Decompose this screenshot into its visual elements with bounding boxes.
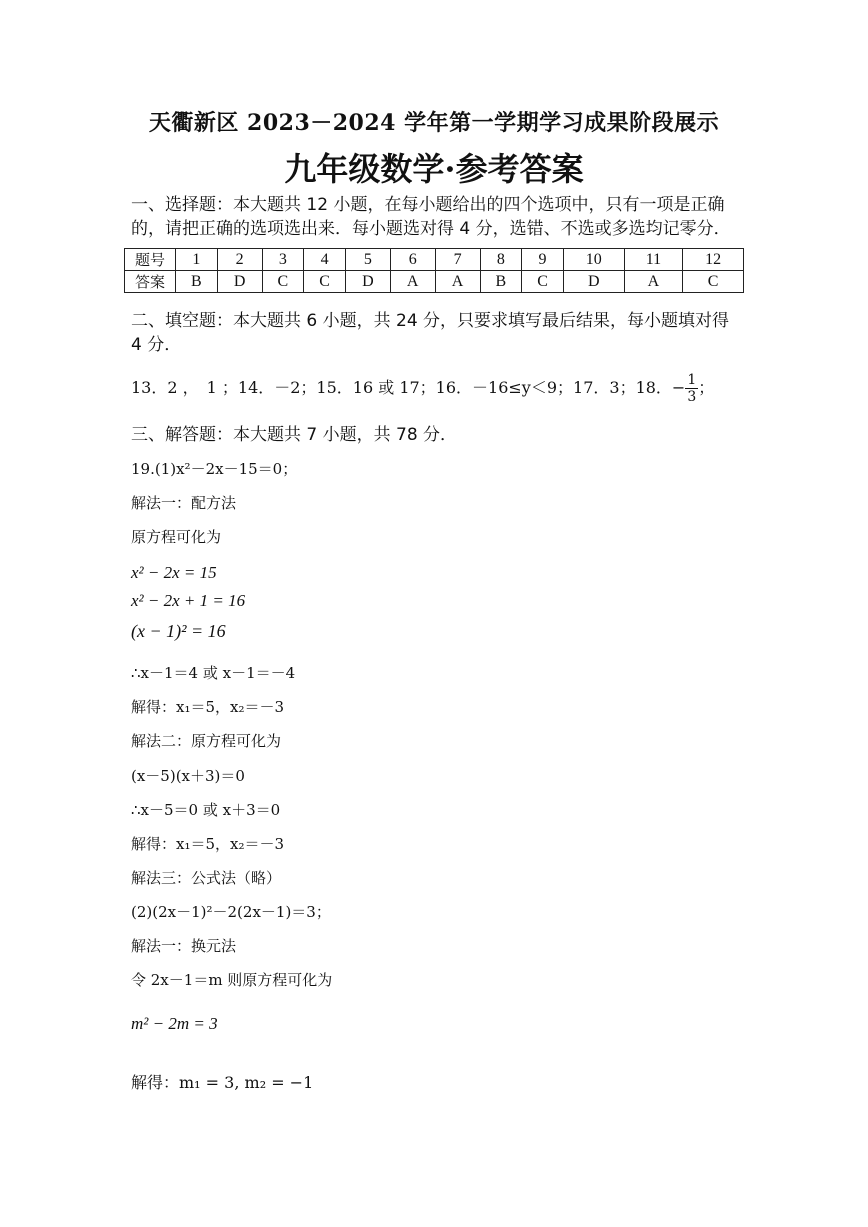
solution-line: 解得：x₁＝5，x₂＝－3 xyxy=(131,835,285,853)
fill-in-answers-text: 13．2 ， 1 ；14．－2；15．16 或 17；16．－16≤y＜9；17．3；18．− xyxy=(131,378,686,397)
table-cell: A xyxy=(435,271,480,293)
solution-line: ∴x－1＝4 或 x－1＝－4 xyxy=(131,664,296,682)
solution-line: 解法一：换元法 xyxy=(131,937,237,955)
table-cell: C xyxy=(304,271,346,293)
table-cell: C xyxy=(522,271,564,293)
solution-line: 解法一：配方法 xyxy=(131,494,237,512)
table-row-numbers xyxy=(125,249,744,271)
table-cell: B xyxy=(176,271,218,293)
fill-in-answers-tail: ； xyxy=(698,378,715,397)
section3-intro: 三、解答题：本大题共 7 小题，共 78 分． xyxy=(131,425,458,445)
table-cell: A xyxy=(390,271,435,293)
solution-line: 原方程可化为 xyxy=(131,528,222,546)
table-cell: 4 xyxy=(304,249,346,271)
fraction-denominator: 3 xyxy=(687,389,697,405)
answer-table xyxy=(124,248,744,293)
section1-intro: 一、选择题：本大题共 12 小题，在每小题给出的四个选项中，只有一项是正确的，请把正确的选项选出来．每小题选对得 4 分，选错、不选或多选均记零分． xyxy=(131,195,731,239)
table-cell: 10 xyxy=(563,249,624,271)
section2-intro: 二、填空题：本大题共 6 小题，共 24 分，只要求填写最后结果，每小题填对得 4 分． xyxy=(131,311,730,355)
solution-line: 令 2x－1＝m 则原方程可化为 xyxy=(131,971,333,989)
table-cell: 12 xyxy=(683,249,744,271)
table-cell: D xyxy=(563,271,624,293)
solution-line: (2)(2x－1)²－2(2x－1)＝3； xyxy=(131,903,331,921)
table-cell: C xyxy=(683,271,744,293)
table-cell: C xyxy=(262,271,304,293)
equation-line: m² − 2m = 3 xyxy=(131,1014,218,1033)
fill-in-answers xyxy=(131,372,714,405)
fraction-one-third xyxy=(685,372,698,405)
table-cell: 8 xyxy=(480,249,522,271)
table-cell: 3 xyxy=(262,249,304,271)
fraction-numerator: 1 xyxy=(687,372,697,388)
table-cell: B xyxy=(480,271,522,293)
solution-line: (x－5)(x＋3)＝0 xyxy=(131,767,245,785)
table-cell: D xyxy=(345,271,390,293)
row-label-answer: 答案 xyxy=(125,271,176,293)
table-cell: D xyxy=(217,271,262,293)
equation-line: x² − 2x = 15 xyxy=(131,563,217,582)
solution-line: 解法二：原方程可化为 xyxy=(131,732,282,750)
table-cell: 1 xyxy=(176,249,218,271)
table-row-answers xyxy=(125,271,744,293)
equation-line: x² − 2x + 1 = 16 xyxy=(131,591,246,610)
table-cell: 6 xyxy=(390,249,435,271)
table-cell: A xyxy=(624,271,683,293)
document-subtitle: 九年级数学·参考答案 xyxy=(284,150,584,188)
solution-line: ∴x－5＝0 或 x＋3＝0 xyxy=(131,801,281,819)
solution-line: 19.(1)x²－2x－15＝0； xyxy=(131,460,298,478)
row-label-number: 题号 xyxy=(125,249,176,271)
table-cell: 7 xyxy=(435,249,480,271)
solution-line: 解得：x₁＝5，x₂＝－3 xyxy=(131,698,285,716)
table-cell: 11 xyxy=(624,249,683,271)
document-title: 天衢新区 2023－2024 学年第一学期学习成果阶段展示 xyxy=(148,110,720,136)
table-cell: 9 xyxy=(522,249,564,271)
table-cell: 2 xyxy=(217,249,262,271)
solution-line: 解法三：公式法（略） xyxy=(131,869,282,887)
table-cell: 5 xyxy=(345,249,390,271)
solution-line: 解得：m₁ = 3, m₂ = −1 xyxy=(131,1073,314,1092)
equation-line: (x − 1)² = 16 xyxy=(131,621,226,641)
